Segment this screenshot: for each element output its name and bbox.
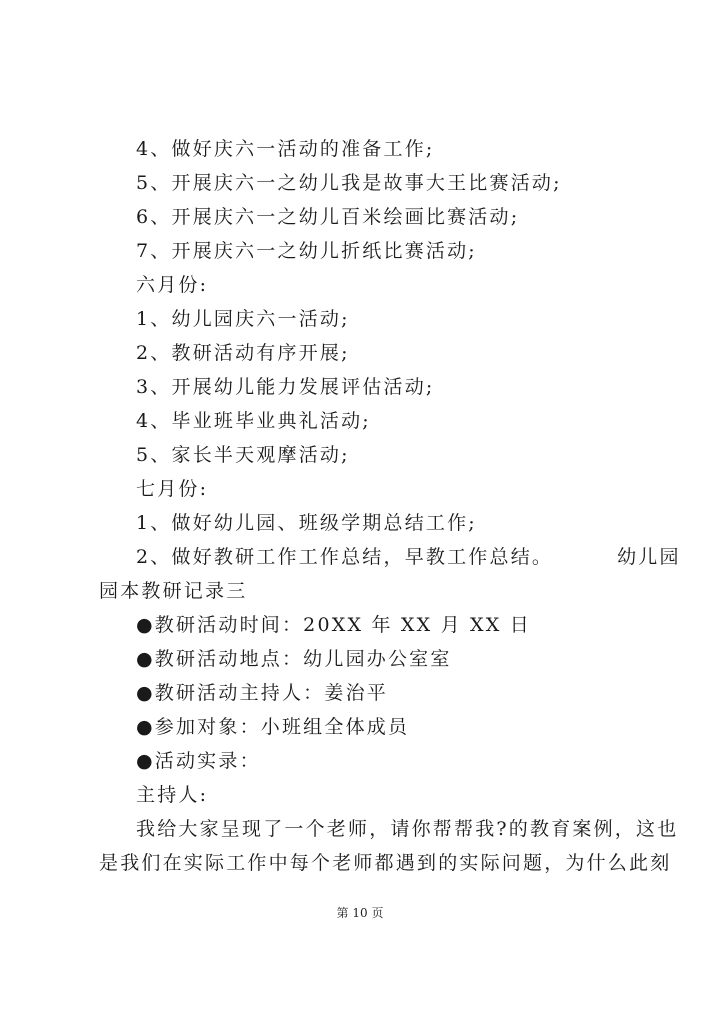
list-item: 1、幼儿园庆六一活动; bbox=[136, 308, 350, 330]
list-item: 5、家长半天观摩活动; bbox=[136, 444, 350, 466]
paragraph-line: 我给大家呈现了一个老师，请你帮帮我?的教育案例，这也 bbox=[136, 818, 679, 840]
record-title-part-2: 园本教研记录三 bbox=[99, 580, 248, 602]
bullet-item: ●教研活动时间：20XX 年 XX 月 XX 日 bbox=[136, 614, 531, 636]
paragraph-line: 是我们在实际工作中每个老师都遇到的实际问题，为什么此刻 bbox=[99, 852, 672, 874]
bullet-item: ●参加对象：小班组全体成员 bbox=[136, 716, 410, 738]
list-item: 4、毕业班毕业典礼活动; bbox=[136, 410, 371, 432]
list-item: 5、开展庆六一之幼儿我是故事大王比赛活动; bbox=[136, 172, 562, 194]
list-item-with-title-start bbox=[136, 545, 681, 569]
list-item: 6、开展庆六一之幼儿百米绘画比赛活动; bbox=[136, 206, 520, 228]
speaker-label: 主持人: bbox=[136, 784, 209, 806]
list-item: 1、做好幼儿园、班级学期总结工作; bbox=[136, 512, 477, 534]
section-heading: 六月份: bbox=[136, 274, 209, 296]
bullet-item: ●活动实录： bbox=[136, 750, 261, 772]
list-item: 3、开展幼儿能力发展评估活动; bbox=[136, 376, 435, 398]
bullet-item: ●教研活动主持人：姜治平 bbox=[136, 682, 388, 704]
record-title-part-1: 幼儿园 bbox=[617, 546, 681, 568]
list-item: 7、开展庆六一之幼儿折纸比赛活动; bbox=[136, 240, 477, 262]
section-heading: 七月份: bbox=[136, 478, 209, 500]
page-number: 第 10 页 bbox=[336, 906, 384, 920]
list-item-text: 2、做好教研工作工作总结，早教工作总结。 bbox=[136, 546, 554, 568]
list-item: 4、做好庆六一活动的准备工作; bbox=[136, 138, 435, 160]
bullet-item: ●教研活动地点：幼儿园办公室室 bbox=[136, 648, 452, 670]
list-item: 2、教研活动有序开展; bbox=[136, 342, 350, 364]
